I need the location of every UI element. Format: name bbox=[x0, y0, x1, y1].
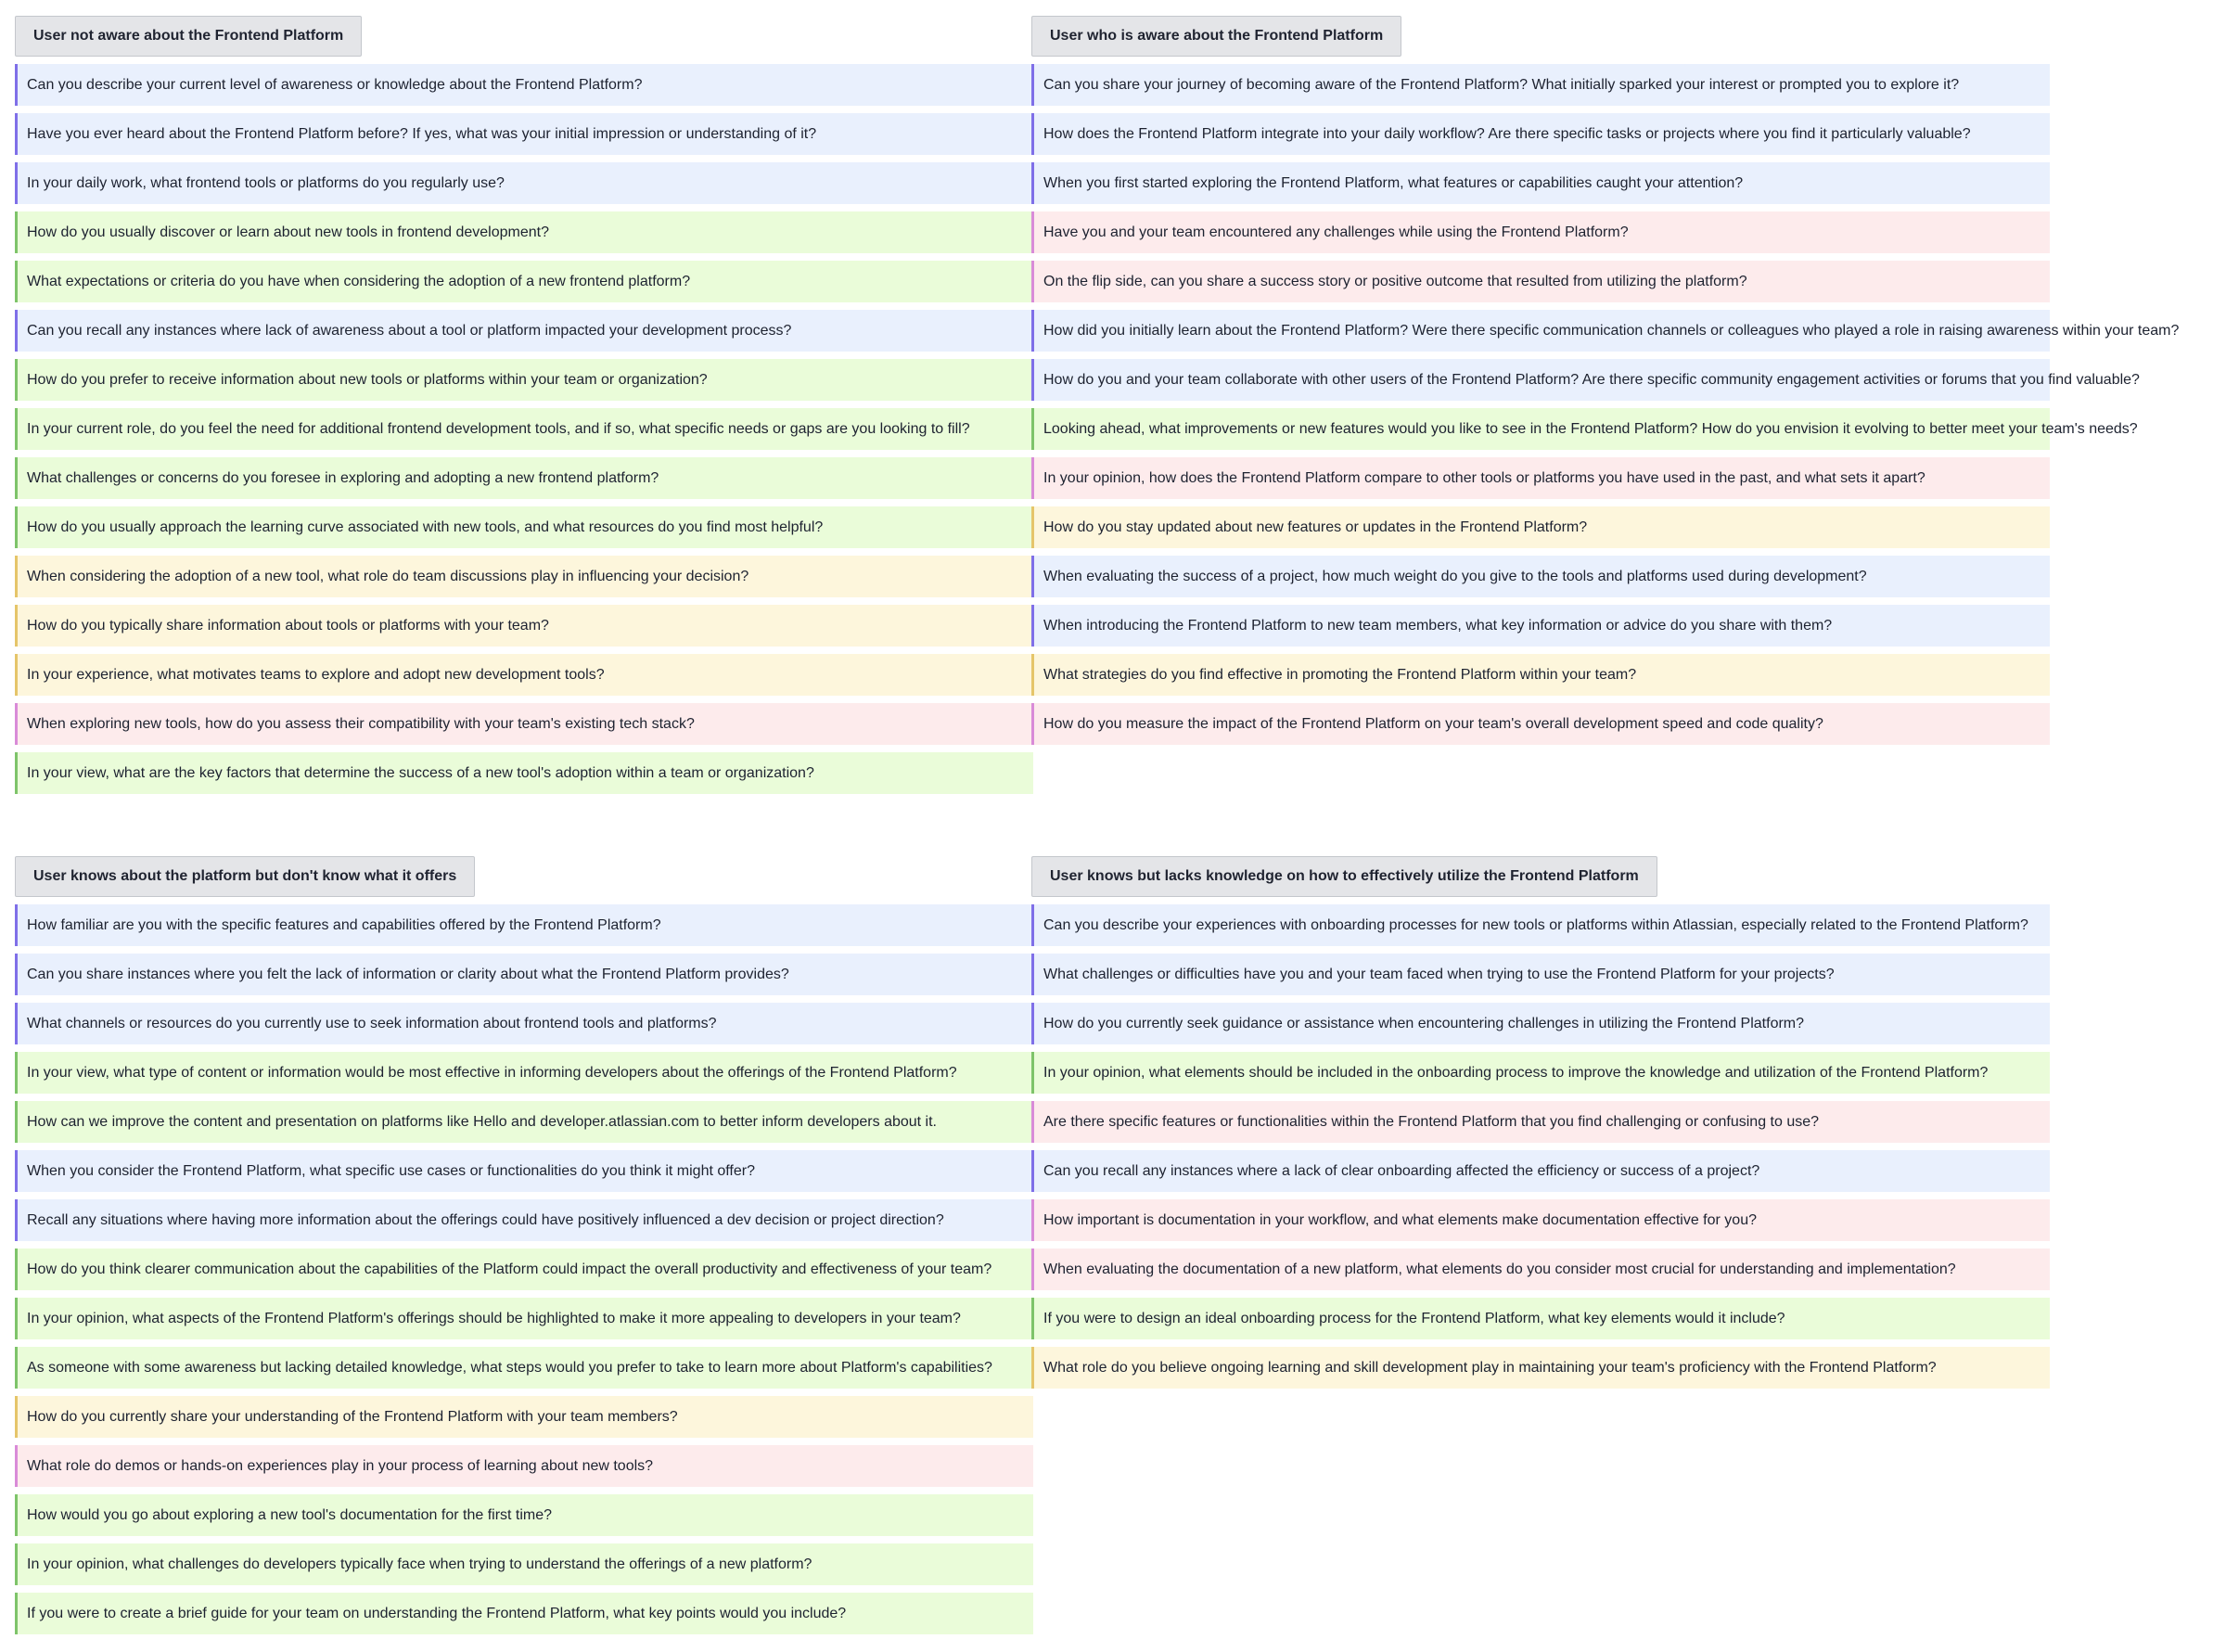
question-card[interactable]: What channels or resources do you currently use to seek information about frontend tools and platforms? bbox=[15, 1003, 1033, 1044]
question-card[interactable]: Can you share your journey of becoming aware of the Frontend Platform? What initially sparked your interest or prompted you to explore it? bbox=[1031, 64, 2050, 106]
question-card[interactable]: Can you recall any instances where a lack of clear onboarding affected the efficiency or success of a project? bbox=[1031, 1150, 2050, 1192]
question-card[interactable]: What role do you believe ongoing learning and skill development play in maintaining your team's proficiency with the Frontend Platform? bbox=[1031, 1347, 2050, 1389]
question-card[interactable]: How do you typically share information about tools or platforms with your team? bbox=[15, 605, 1033, 647]
question-card[interactable]: How would you go about exploring a new tool's documentation for the first time? bbox=[15, 1494, 1033, 1536]
question-card[interactable]: When considering the adoption of a new tool, what role do team discussions play in influencing your decision? bbox=[15, 556, 1033, 597]
question-card[interactable]: How do you currently seek guidance or assistance when encountering challenges in utilizing the Frontend Platform? bbox=[1031, 1003, 2050, 1044]
question-card[interactable]: In your daily work, what frontend tools or platforms do you regularly use? bbox=[15, 162, 1033, 204]
question-card[interactable]: In your opinion, what challenges do developers typically face when trying to understand the offerings of a new platform? bbox=[15, 1543, 1033, 1585]
question-card[interactable]: In your opinion, what elements should be included in the onboarding process to improve the knowledge and utilization of the Frontend Platform? bbox=[1031, 1052, 2050, 1094]
question-card[interactable]: In your experience, what motivates teams to explore and adopt new development tools? bbox=[15, 654, 1033, 696]
question-card[interactable]: When introducing the Frontend Platform to new team members, what key information or advice do you share with them? bbox=[1031, 605, 2050, 647]
question-card[interactable]: How do you measure the impact of the Frontend Platform on your team's overall development speed and code quality? bbox=[1031, 703, 2050, 745]
section-title[interactable]: User who is aware about the Frontend Platform bbox=[1031, 16, 1401, 57]
question-card[interactable]: What challenges or difficulties have you and your team faced when trying to use the Frontend Platform for your projects? bbox=[1031, 954, 2050, 995]
question-card[interactable]: Can you describe your current level of awareness or knowledge about the Frontend Platform? bbox=[15, 64, 1033, 106]
question-card[interactable]: When you consider the Frontend Platform, what specific use cases or functionalities do you think it might offer? bbox=[15, 1150, 1033, 1192]
question-card[interactable]: In your opinion, what aspects of the Frontend Platform's offerings should be highlighted to make it more appealing to developers in your team? bbox=[15, 1298, 1033, 1339]
question-card[interactable]: How do you usually discover or learn about new tools in frontend development? bbox=[15, 211, 1033, 253]
question-card[interactable]: Can you describe your experiences with onboarding processes for new tools or platforms within Atlassian, especially related to the Frontend Platform? bbox=[1031, 904, 2050, 946]
question-list bbox=[1031, 64, 2180, 745]
section-not-aware bbox=[15, 16, 1033, 801]
question-card[interactable]: How do you usually approach the learning curve associated with new tools, and what resources do you find most helpful? bbox=[15, 506, 1033, 548]
question-card[interactable]: When evaluating the documentation of a new platform, what elements do you consider most crucial for understanding and implementation? bbox=[1031, 1249, 2050, 1290]
question-card[interactable]: Recall any situations where having more information about the offerings could have positively influenced a dev decision or project direction? bbox=[15, 1199, 1033, 1241]
question-card[interactable]: How do you prefer to receive information about new tools or platforms within your team or organization? bbox=[15, 359, 1033, 401]
question-card[interactable]: When you first started exploring the Frontend Platform, what features or capabilities caught your attention? bbox=[1031, 162, 2050, 204]
section-lacks-utilization bbox=[1031, 856, 2050, 1396]
question-card[interactable]: If you were to create a brief guide for your team on understanding the Frontend Platform, what key points would you include? bbox=[15, 1593, 1033, 1634]
question-card[interactable]: Have you ever heard about the Frontend Platform before? If yes, what was your initial impression or understanding of it? bbox=[15, 113, 1033, 155]
question-card[interactable]: How familiar are you with the specific features and capabilities offered by the Frontend Platform? bbox=[15, 904, 1033, 946]
question-card[interactable]: Can you share instances where you felt the lack of information or clarity about what the Frontend Platform provides? bbox=[15, 954, 1033, 995]
question-card[interactable]: How does the Frontend Platform integrate into your daily workflow? Are there specific tasks or projects where you find it particularly valuable? bbox=[1031, 113, 2050, 155]
question-card[interactable]: How do you and your team collaborate with other users of the Frontend Platform? Are there specific community engagement activities or forums that you find valuable? bbox=[1031, 359, 2050, 401]
section-title[interactable]: User knows but lacks knowledge on how to effectively utilize the Frontend Platform bbox=[1031, 856, 1657, 897]
question-card[interactable]: Can you recall any instances where lack of awareness about a tool or platform impacted your development process? bbox=[15, 310, 1033, 352]
question-card[interactable]: How did you initially learn about the Frontend Platform? Were there specific communication channels or colleagues who played a role in raising awareness within your team? bbox=[1031, 310, 2050, 352]
question-card[interactable]: What role do demos or hands-on experiences play in your process of learning about new tools? bbox=[15, 1445, 1033, 1487]
section-aware bbox=[1031, 16, 2180, 752]
question-card[interactable]: When evaluating the success of a project, how much weight do you give to the tools and platforms used during development? bbox=[1031, 556, 2050, 597]
question-card[interactable]: In your opinion, how does the Frontend Platform compare to other tools or platforms you have used in the past, and what sets it apart? bbox=[1031, 457, 2050, 499]
question-card[interactable]: How do you think clearer communication about the capabilities of the Platform could impact the overall productivity and effectiveness of your team? bbox=[15, 1249, 1033, 1290]
question-card[interactable]: If you were to design an ideal onboarding process for the Frontend Platform, what key elements would it include? bbox=[1031, 1298, 2050, 1339]
question-card[interactable]: What challenges or concerns do you foresee in exploring and adopting a new frontend platform? bbox=[15, 457, 1033, 499]
section-title[interactable]: User knows about the platform but don't know what it offers bbox=[15, 856, 475, 897]
question-card[interactable]: How can we improve the content and presentation on platforms like Hello and developer.atlassian.com to better inform developers about it. bbox=[15, 1101, 1033, 1143]
question-card[interactable]: How do you currently share your understanding of the Frontend Platform with your team members? bbox=[15, 1396, 1033, 1438]
question-card[interactable]: When exploring new tools, how do you assess their compatibility with your team's existing tech stack? bbox=[15, 703, 1033, 745]
question-card[interactable]: How do you stay updated about new features or updates in the Frontend Platform? bbox=[1031, 506, 2050, 548]
question-card[interactable]: On the flip side, can you share a success story or positive outcome that resulted from utilizing the platform? bbox=[1031, 261, 2050, 302]
section-title[interactable]: User not aware about the Frontend Platform bbox=[15, 16, 362, 57]
question-card[interactable]: Looking ahead, what improvements or new features would you like to see in the Frontend Platform? How do you envision it evolving to better meet your team's needs? bbox=[1031, 408, 2050, 450]
question-card[interactable]: As someone with some awareness but lacking detailed knowledge, what steps would you prefer to take to learn more about Platform's capabilities? bbox=[15, 1347, 1033, 1389]
question-card[interactable]: Have you and your team encountered any challenges while using the Frontend Platform? bbox=[1031, 211, 2050, 253]
section-knows-not-offers bbox=[15, 856, 1033, 1642]
question-card[interactable]: In your view, what type of content or information would be most effective in informing developers about the offerings of the Frontend Platform? bbox=[15, 1052, 1033, 1094]
question-card[interactable]: What expectations or criteria do you have when considering the adoption of a new frontend platform? bbox=[15, 261, 1033, 302]
question-list bbox=[15, 64, 1033, 794]
question-list bbox=[1031, 904, 2050, 1389]
question-card[interactable]: In your current role, do you feel the need for additional frontend development tools, and if so, what specific needs or gaps are you looking to fill? bbox=[15, 408, 1033, 450]
question-list bbox=[15, 904, 1033, 1634]
question-card[interactable]: What strategies do you find effective in promoting the Frontend Platform within your team? bbox=[1031, 654, 2050, 696]
question-card[interactable]: In your view, what are the key factors that determine the success of a new tool's adoption within a team or organization? bbox=[15, 752, 1033, 794]
question-card[interactable]: Are there specific features or functionalities within the Frontend Platform that you find challenging or confusing to use? bbox=[1031, 1101, 2050, 1143]
question-card[interactable]: How important is documentation in your workflow, and what elements make documentation effective for you? bbox=[1031, 1199, 2050, 1241]
